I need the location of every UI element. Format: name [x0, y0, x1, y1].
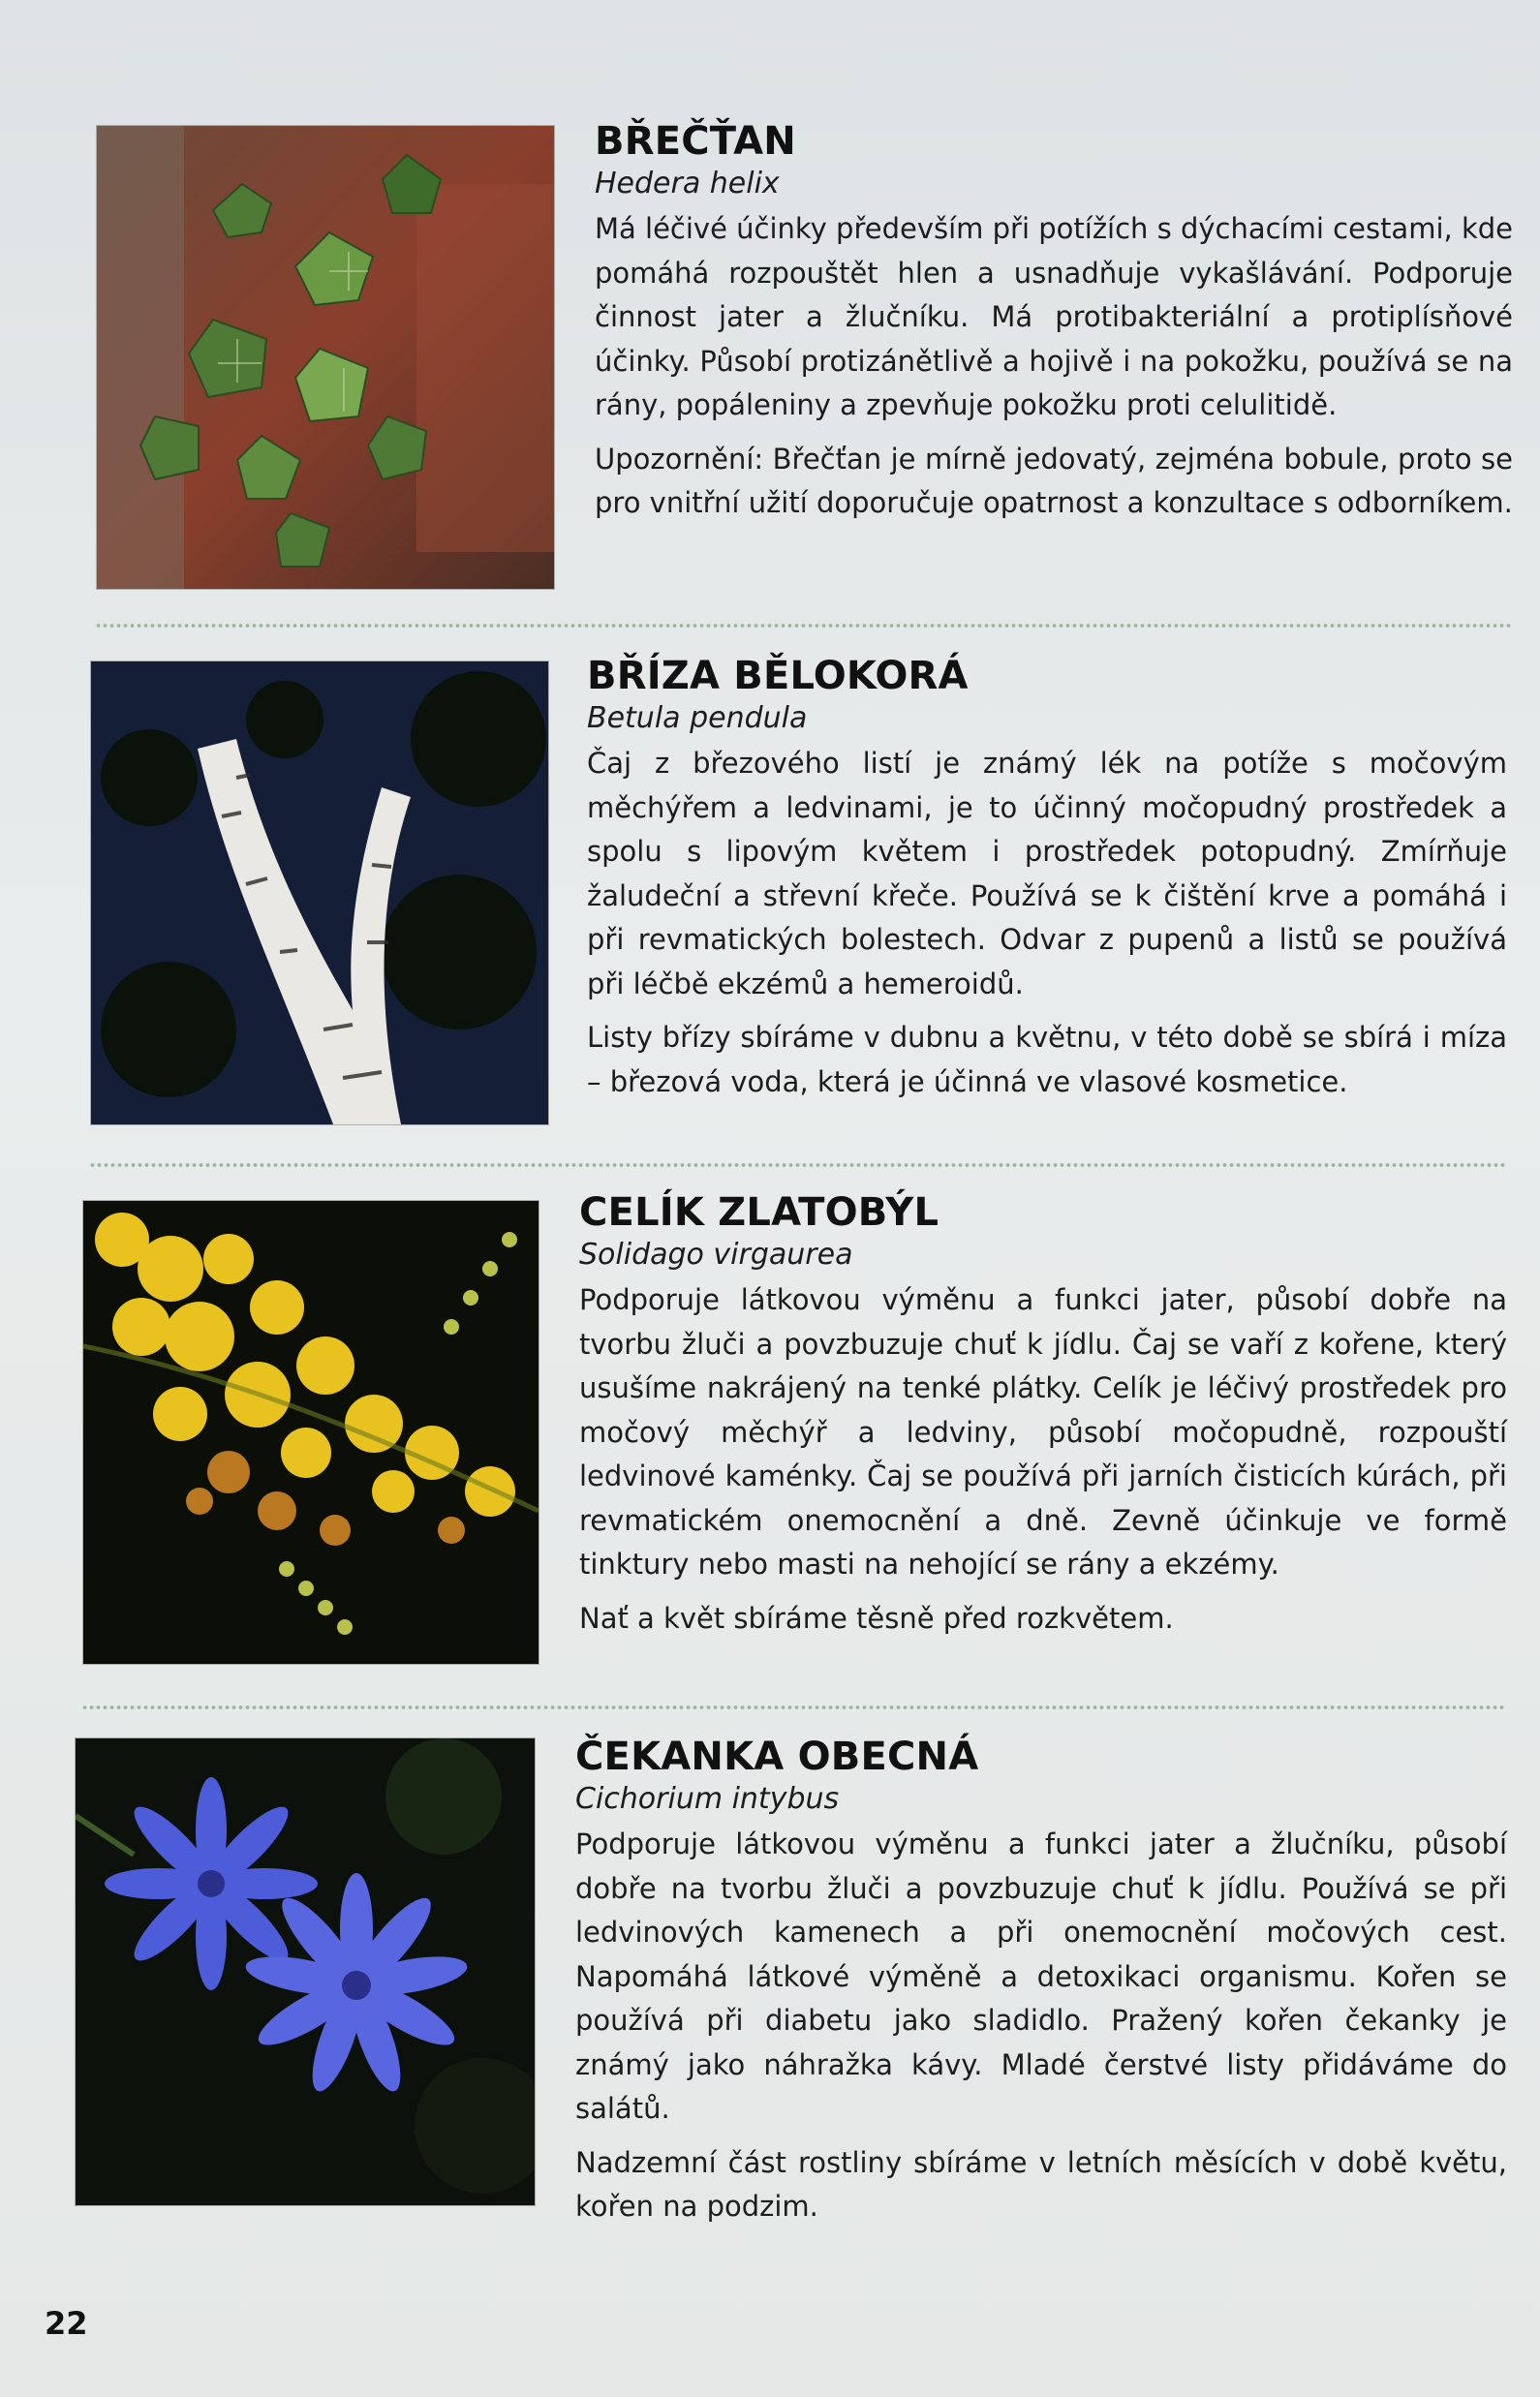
- plant-latin-name: Betula pendula: [587, 701, 808, 735]
- entry-cekanka-text: [575, 1736, 1507, 2239]
- ivy-leaves-image: [97, 126, 554, 589]
- chicory-photo: [76, 1738, 535, 2205]
- plant-description: Podporuje látkovou výměnu a funkci jater a žlučníku, působí dobře na tvorbu žluči a povzbuzuje chuť k jídlu. Používá se při ledvinových kamenech a při onemocnění močových cest. Napomáhá látkové výměně a detoxikaci organismu. Kořen se používá při diabetu jako sladidlo. Pražený kořen čekanky je známý jako náhražka kávy. Mladé čerstvé listy přidáváme do salátů.: [575, 1828, 1507, 2125]
- plant-description: Podporuje látkovou výměnu a funkci jater, působí dobře na tvorbu žluči a povzbuzuje chuť k jídlu. Čaj se vaří z kořene, který usušíme nakrájený na tenké plátky. Celík je léčivý prostředek pro močový měchýř a ledviny, působí močopudně, rozpouští ledvinové kaménky. Čaj se používá při jarních čisticích kúrách, při revmatickém onemocnění a dně. Zevně účinkuje ve formě tinktury nebo masti na nehojící se rány a ekzémy.: [579, 1283, 1507, 1581]
- goldenrod-photo: [83, 1201, 539, 1664]
- goldenrod-flowers-image: [83, 1201, 539, 1664]
- section-divider: [95, 623, 1511, 629]
- ivy-photo: [97, 126, 554, 589]
- section-divider: [89, 1162, 1505, 1168]
- section-divider: [81, 1705, 1505, 1710]
- plant-note: Nadzemní část rostliny sbíráme v letních měsících v době květu, kořen na podzim.: [575, 2145, 1507, 2223]
- entry-briza-text: [587, 655, 1507, 1114]
- plant-latin-name: Cichorium intybus: [575, 1782, 840, 1816]
- plant-title: ČEKANKA OBECNÁ: [575, 1735, 979, 1779]
- plant-title: CELÍK ZLATOBÝL: [579, 1190, 939, 1235]
- plant-description: Má léčivé účinky především při potížích s dýchacími cestami, kde pomáhá rozpouštět hlen a usnadňuje vykašlávání. Podporuje činnost jater a žlučníku. Má protibakteriální a protiplísňové účinky. Působí protizánětlivě a hojivě i na pokožku, používá se na rány, popáleniny a zpevňuje pokožku proti celulitidě.: [595, 212, 1513, 421]
- entry-celik-text: [579, 1191, 1507, 1650]
- birch-trunk-image: [91, 661, 548, 1124]
- plant-latin-name: Solidago virgaurea: [579, 1238, 853, 1272]
- plant-description: Čaj z březového listí je známý lék na potíže s močovým měchýřem a ledvinami, je to účinný močopudný prostředek a spolu s lipovým květem i prostředek potopudný. Zmírňuje žaludeční a střevní křeče. Používá se k čištění krve a pomáhá i při revmatických bolestech. Odvar z pupenů a listů se používá při léčbě ekzémů a hemeroidů.: [587, 747, 1507, 1000]
- plant-title: BŘEČŤAN: [595, 119, 796, 164]
- entry-brectan-text: [595, 120, 1513, 536]
- plant-note: Listy břízy sbíráme v dubnu a květnu, v této době se sbírá i míza – březová voda, která je účinná ve vlasové kosmetice.: [587, 1021, 1507, 1098]
- plant-title: BŘÍZA BĚLOKORÁ: [587, 654, 969, 698]
- birch-photo: [91, 661, 548, 1124]
- plant-latin-name: Hedera helix: [595, 167, 780, 200]
- plant-note: Nať a květ sbíráme těsně před rozkvětem.: [579, 1601, 1174, 1635]
- page-number: 22: [45, 2305, 88, 2342]
- chicory-flowers-image: [76, 1738, 535, 2205]
- plant-note: Upozornění: Břečťan je mírně jedovatý, zejména bobule, proto se pro vnitřní užití doporučuje opatrnost a konzultace s odborníkem.: [595, 442, 1513, 519]
